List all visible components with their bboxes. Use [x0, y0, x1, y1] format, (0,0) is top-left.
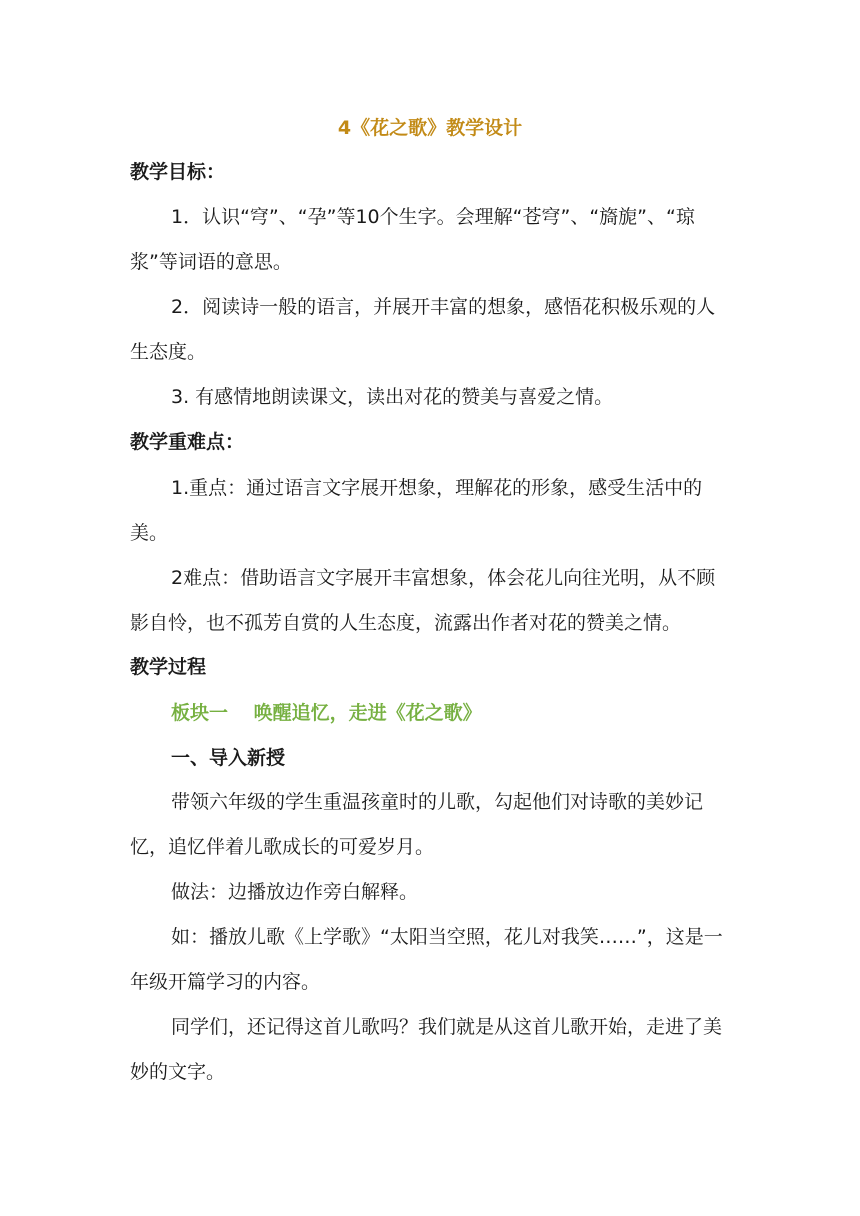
document-title: 4《花之歌》教学设计: [337, 117, 523, 139]
key-points-heading: 教学重难点：: [130, 431, 245, 453]
section-one-paragraph-2: 做法：边播放边作旁白解释。: [171, 881, 419, 903]
key-point-1: 1.重点：通过语言文字展开想象，理解花的形象，感受生活中的美。: [130, 477, 703, 544]
goal-item-1: 1．认识“穹”、“孕”等10个生字。会理解“苍穹”、“旖旎”、“琼浆”等词语的意思。: [130, 206, 695, 273]
process-heading: 教学过程: [130, 656, 207, 678]
block-one-title: 板块一 唤醒追忆，走进《花之歌》: [171, 702, 482, 724]
section-one-paragraph-4: 同学们，还记得这首儿歌吗？我们就是从这首儿歌开始，走进了美妙的文字。: [130, 1016, 723, 1083]
goal-item-2: 2．阅读诗一般的语言，并展开丰富的想象，感悟花积极乐观的人生态度。: [130, 296, 716, 363]
key-point-2: 2难点：借助语言文字展开丰富想象，体会花儿向往光明，从不顾影自怜，也不孤芳自赏的人生态度，流露出作者对花的赞美之情。: [130, 567, 716, 634]
section-one-paragraph-3: 如：播放儿歌《上学歌》“太阳当空照，花儿对我笑……”，这是一年级开篇学习的内容。: [130, 926, 723, 993]
goal-item-3: 3. 有感情地朗读课文，读出对花的赞美与喜爱之情。: [171, 386, 614, 408]
goals-heading: 教学目标：: [130, 161, 226, 183]
section-one-paragraph-1: 带领六年级的学生重温孩童时的儿歌，勾起他们对诗歌的美妙记忆，追忆伴着儿歌成长的可爱岁月。: [130, 791, 704, 858]
section-one-heading: 一、导入新授: [171, 747, 286, 769]
